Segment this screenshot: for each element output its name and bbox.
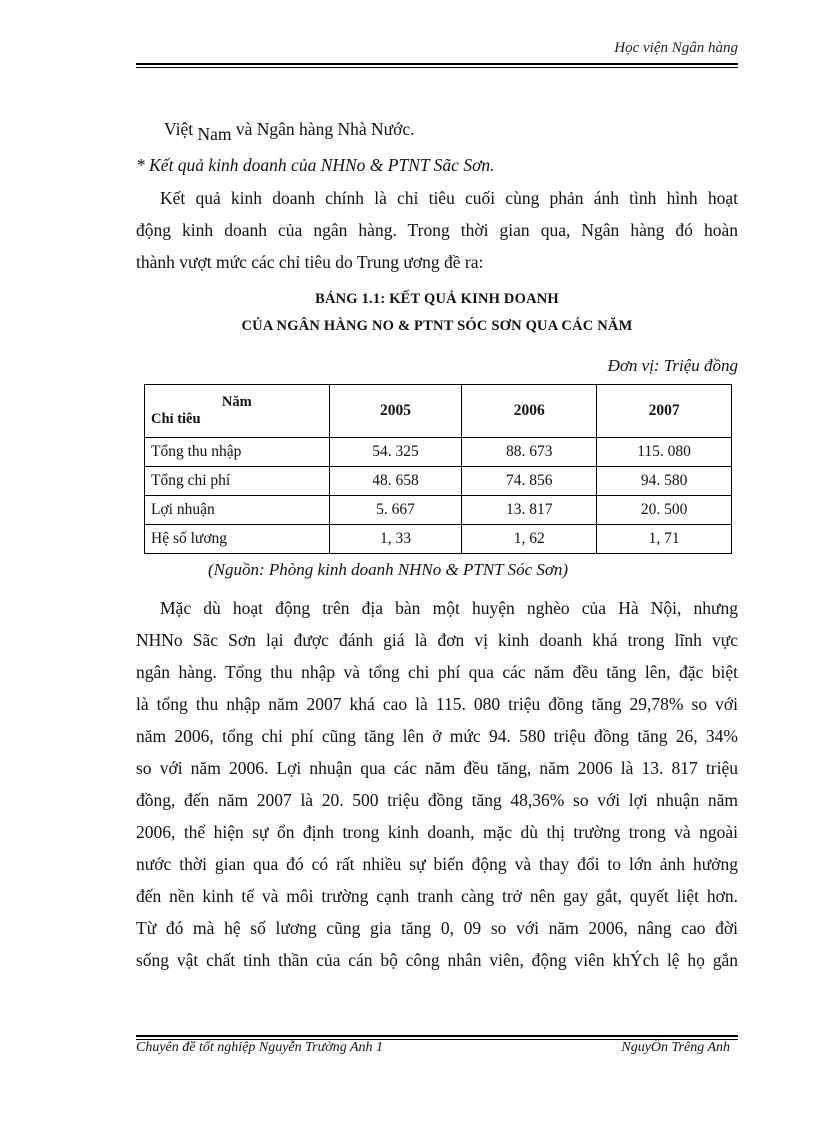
table-row bbox=[145, 525, 732, 554]
row-value: 48. 658 bbox=[329, 467, 462, 496]
table-row bbox=[145, 438, 732, 467]
results-table bbox=[144, 384, 732, 554]
row-value: 74. 856 bbox=[462, 467, 597, 496]
header-rule bbox=[136, 63, 738, 68]
paragraph-line: so với năm 2006. Lợi nhuận qua các năm đều tăng, năm 2006 là 13. 817 triệu bbox=[136, 758, 738, 778]
paragraph-line: sống vật chất tinh thần của cán bộ công nhân viên, động viên khÝch lệ họ gắn bbox=[136, 950, 738, 970]
row-label: Tổng chi phí bbox=[145, 467, 330, 496]
paragraph-line: năm 2006, tổng chi phí cũng tăng lên ở mức 94. 580 triệu đồng tăng 26, 34% bbox=[136, 726, 738, 746]
paragraph-line: đến nền kinh tế và môi trường cạnh tranh càng trở nên gay gắt, quyết liệt hơn. bbox=[136, 886, 738, 906]
year-header: 2006 bbox=[462, 385, 597, 438]
row-label: Tổng thu nhập bbox=[145, 438, 330, 467]
header-title: Học viện Ngân hàng bbox=[614, 40, 738, 56]
row-value: 1, 71 bbox=[597, 525, 732, 554]
header-year-label: Năm bbox=[221, 394, 252, 410]
intro-prefix: Việt bbox=[164, 119, 194, 139]
table-row bbox=[145, 467, 732, 496]
paragraph-line: là tổng thu nhập năm 2007 khá cao là 115. 080 triệu đồng tăng 29,78% so với bbox=[136, 694, 738, 714]
table-header-row bbox=[145, 385, 732, 438]
footer-left: Chuyên đề tốt nghiệp Nguyễn Trường Anh 1 bbox=[136, 1040, 383, 1055]
paragraph-line: NHNo Sãc Sơn lại được đánh giá là đơn vị kinh doanh khá trong lĩnh vực bbox=[136, 630, 738, 650]
intro-nam: Nam bbox=[197, 124, 232, 144]
table-unit: Đơn vị: Triệu đồng bbox=[607, 356, 738, 375]
paragraph-line: nước thời gian qua đó có rất nhiều sự biến động và thay đổi to lớn ảnh hưởng bbox=[136, 854, 738, 874]
table-caption-line2: CỦA NGÂN HÀNG NO & PTNT SÓC SƠN QUA CÁC NĂM bbox=[241, 318, 633, 334]
year-header: 2007 bbox=[597, 385, 732, 438]
row-label: Lợi nhuận bbox=[145, 496, 330, 525]
footer-right: NguyÔn Trêng Anh bbox=[621, 1040, 730, 1055]
header-corner-cell bbox=[145, 385, 330, 438]
row-value: 13. 817 bbox=[462, 496, 597, 525]
row-value: 115. 080 bbox=[597, 438, 732, 467]
paragraph-line: Kết quả kinh doanh chính là chỉ tiêu cuối cùng phản ánh tình hình hoạt bbox=[160, 188, 738, 208]
paragraph-line: Từ đó mà hệ số lương cũng gia tăng 0, 09 so với năm 2006, nâng cao đời bbox=[136, 918, 738, 938]
year-header: 2005 bbox=[329, 385, 462, 438]
row-value: 5. 667 bbox=[329, 496, 462, 525]
paragraph-1 bbox=[136, 182, 738, 278]
row-value: 88. 673 bbox=[462, 438, 597, 467]
intro-suffix: và Ngân hàng Nhà Nước. bbox=[235, 119, 415, 139]
paragraph-line: Mặc dù hoạt động trên địa bàn một huyện nghèo của Hà Nội, nhưng bbox=[160, 598, 738, 618]
paragraph-line: 2006, thể hiện sự ổn định trong kinh doanh, mặc dù thị trường trong và ngoài bbox=[136, 822, 738, 842]
row-value: 1, 62 bbox=[462, 525, 597, 554]
row-label: Hệ số lương bbox=[145, 525, 330, 554]
row-value: 20. 500 bbox=[597, 496, 732, 525]
paragraph-line: đồng, đến năm 2007 là 20. 500 triệu đồng tăng 48,36% so với lợi nhuận năm bbox=[136, 790, 738, 810]
paragraph-line: ngân hàng. Tổng thu nhập và tổng chi phí qua các năm đều tăng lên, đặc biệt bbox=[136, 662, 738, 682]
row-value: 54. 325 bbox=[329, 438, 462, 467]
paragraph-line: động kinh doanh của ngân hàng. Trong thời gian qua, Ngân hàng đó hoàn bbox=[136, 220, 738, 240]
paragraph-line: thành vượt mức các chỉ tiêu do Trung ương đề ra: bbox=[136, 252, 484, 272]
paragraph-2 bbox=[136, 592, 738, 976]
row-value: 94. 580 bbox=[597, 467, 732, 496]
section-heading: * Kết quả kinh doanh của NHNo & PTNT Sãc Sơn. bbox=[136, 155, 495, 175]
header-indicator-label: Chỉ tiêu bbox=[151, 411, 201, 427]
table-caption-line1: BẢNG 1.1: KẾT QUẢ KINH DOANH bbox=[315, 291, 559, 307]
table-row bbox=[145, 496, 732, 525]
table-source: (Nguồn: Phòng kinh doanh NHNo & PTNT Sóc Sơn) bbox=[208, 560, 569, 579]
intro-line bbox=[136, 113, 738, 145]
row-value: 1, 33 bbox=[329, 525, 462, 554]
